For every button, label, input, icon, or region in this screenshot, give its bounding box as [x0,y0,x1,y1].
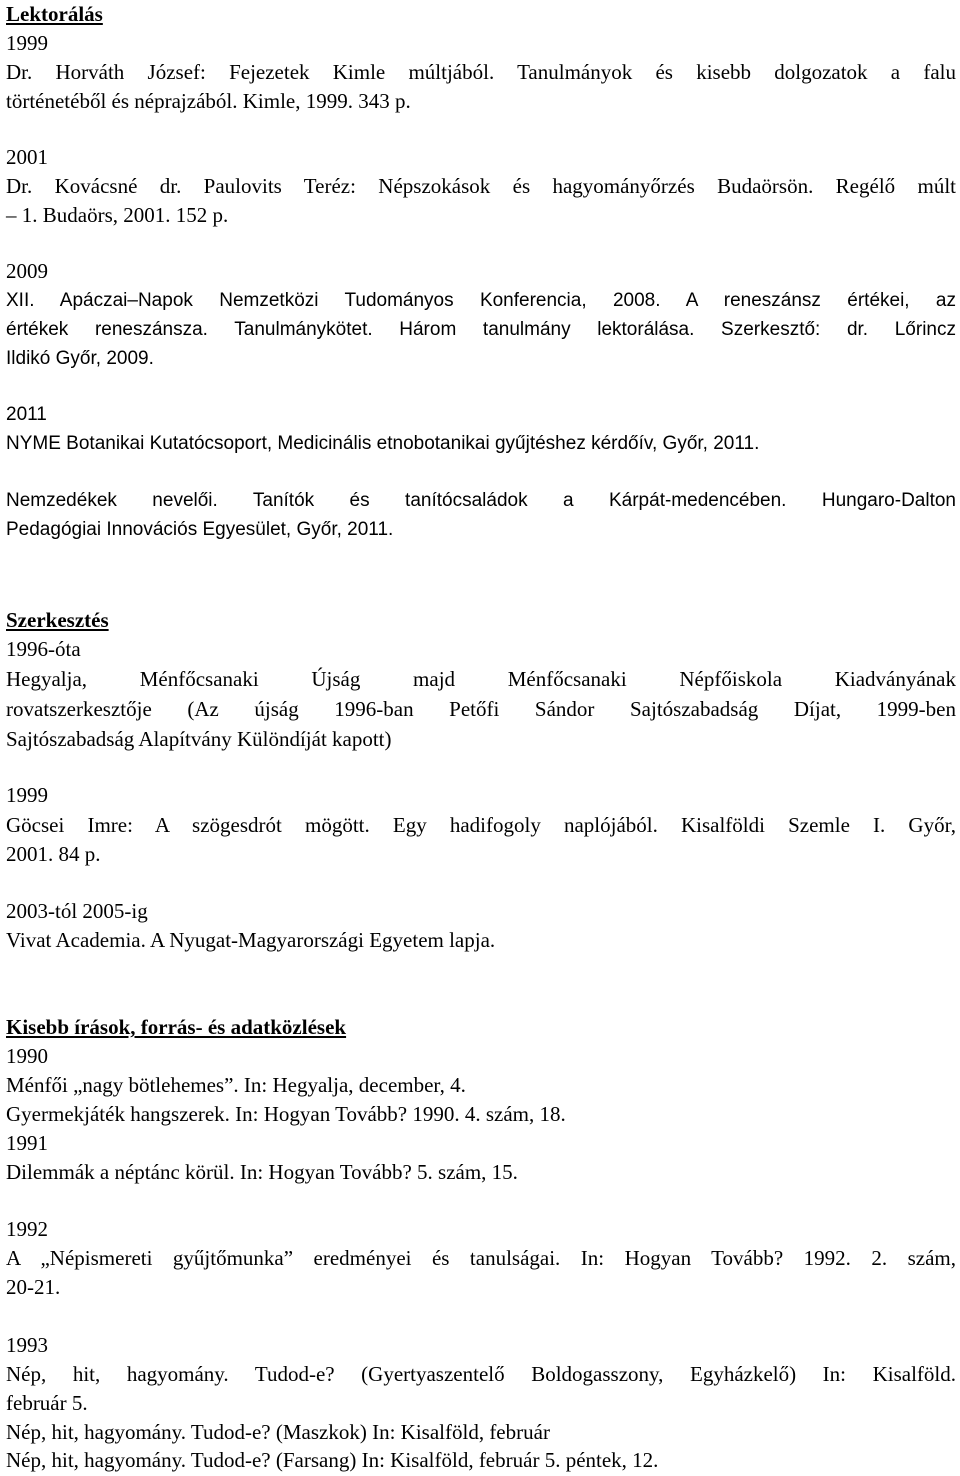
year-label: 1992 [6,1217,48,1241]
entry-text: értékek reneszánsza. Tanulmánykötet. Három tanulmány lektorálása. Szerkesztő: dr. Lőrincz [6,319,956,340]
entry-text: Pedagógiai Innovációs Egyesület, Győr, 2011. [6,519,394,540]
year-label: 1993 [6,1333,48,1357]
year-label: 1996-óta [6,637,81,661]
entry-text: Nép, hit, hagyomány. Tudod-e? (Farsang) In: Kisalföld, február 5. péntek, 12. [6,1448,659,1472]
entry-text: Sajtószabadság Alapítvány Különdíját kapott) [6,727,392,751]
year-label: 2011 [6,404,47,425]
entry-text: Nemzedékek nevelői. Tanítók és tanítócsaládok a Kárpát-medencében. Hungaro-Dalton [6,490,956,511]
entry-text: február 5. [6,1391,88,1415]
section-heading-lektoralas: Lektorálás [6,2,103,26]
year-label: 2003-tól 2005-ig [6,899,148,923]
entry-text: Vivat Academia. A Nyugat-Magyarországi Egyetem lapja. [6,928,496,952]
entry-text: Göcsei Imre: A szögesdrót mögött. Egy hadifogoly naplójából. Kisalföldi Szemle I. Győr, [6,813,956,837]
section-heading-kisebb-irasok: Kisebb írások, forrás- és adatközlések [6,1015,347,1039]
entry-text: történetéből és néprajzából. Kimle, 1999. 343 p. [6,89,411,113]
entry-text: A „Népismereti gyűjtőmunka” eredményei és tanulságai. In: Hogyan Tovább? 1992. 2. szám, [6,1246,956,1270]
year-label: 1991 [6,1131,48,1155]
entry-text: Nép, hit, hagyomány. Tudod-e? (Gyertyaszentelő Boldogasszony, Egyházkelő) In: Kisalföld. [6,1362,956,1386]
section-heading-szerkesztes: Szerkesztés [6,608,109,632]
year-label: 2001 [6,145,48,169]
entry-text: Ildikó Győr, 2009. [6,348,154,369]
year-label: 1990 [6,1044,48,1068]
entry-text: XII. Apáczai–Napok Nemzetközi Tudományos Konferencia, 2008. A reneszánsz értékei, az [6,290,956,311]
entry-text: Dr. Horváth József: Fejezetek Kimle múltjából. Tanulmányok és kisebb dolgozatok a falu [6,60,956,84]
entry-text: Nép, hit, hagyomány. Tudod-e? (Maszkok) In: Kisalföld, február [6,1420,550,1444]
entry-text: 2001. 84 p. [6,842,101,866]
entry-text: Ménfői „nagy bötlehemes”. In: Hegyalja, december, 4. [6,1073,466,1097]
entry-text: Hegyalja, Ménfőcsanaki Újság majd Ménfőcsanaki Népfőiskola Kiadványának [6,667,956,691]
entry-text: – 1. Budaörs, 2001. 152 p. [6,203,229,227]
entry-text: 20-21. [6,1275,61,1299]
entry-text: Gyermekjáték hangszerek. In: Hogyan Tovább? 1990. 4. szám, 18. [6,1102,566,1126]
year-label: 1999 [6,783,48,807]
year-label: 1999 [6,31,48,55]
entry-text: rovatszerkesztője (Az újság 1996-ban Petőfi Sándor Sajtószabadság Díjat, 1999-ben [6,697,956,721]
entry-text: NYME Botanikai Kutatócsoport, Medicinális etnobotanikai gyűjtéshez kérdőív, Győr, 2011. [6,433,760,454]
entry-text: Dr. Kovácsné dr. Paulovits Teréz: Népszokások és hagyományőrzés Budaörsön. Regélő múlt [6,174,956,198]
entry-text: Dilemmák a néptánc körül. In: Hogyan Tovább? 5. szám, 15. [6,1160,518,1184]
year-label: 2009 [6,259,48,283]
